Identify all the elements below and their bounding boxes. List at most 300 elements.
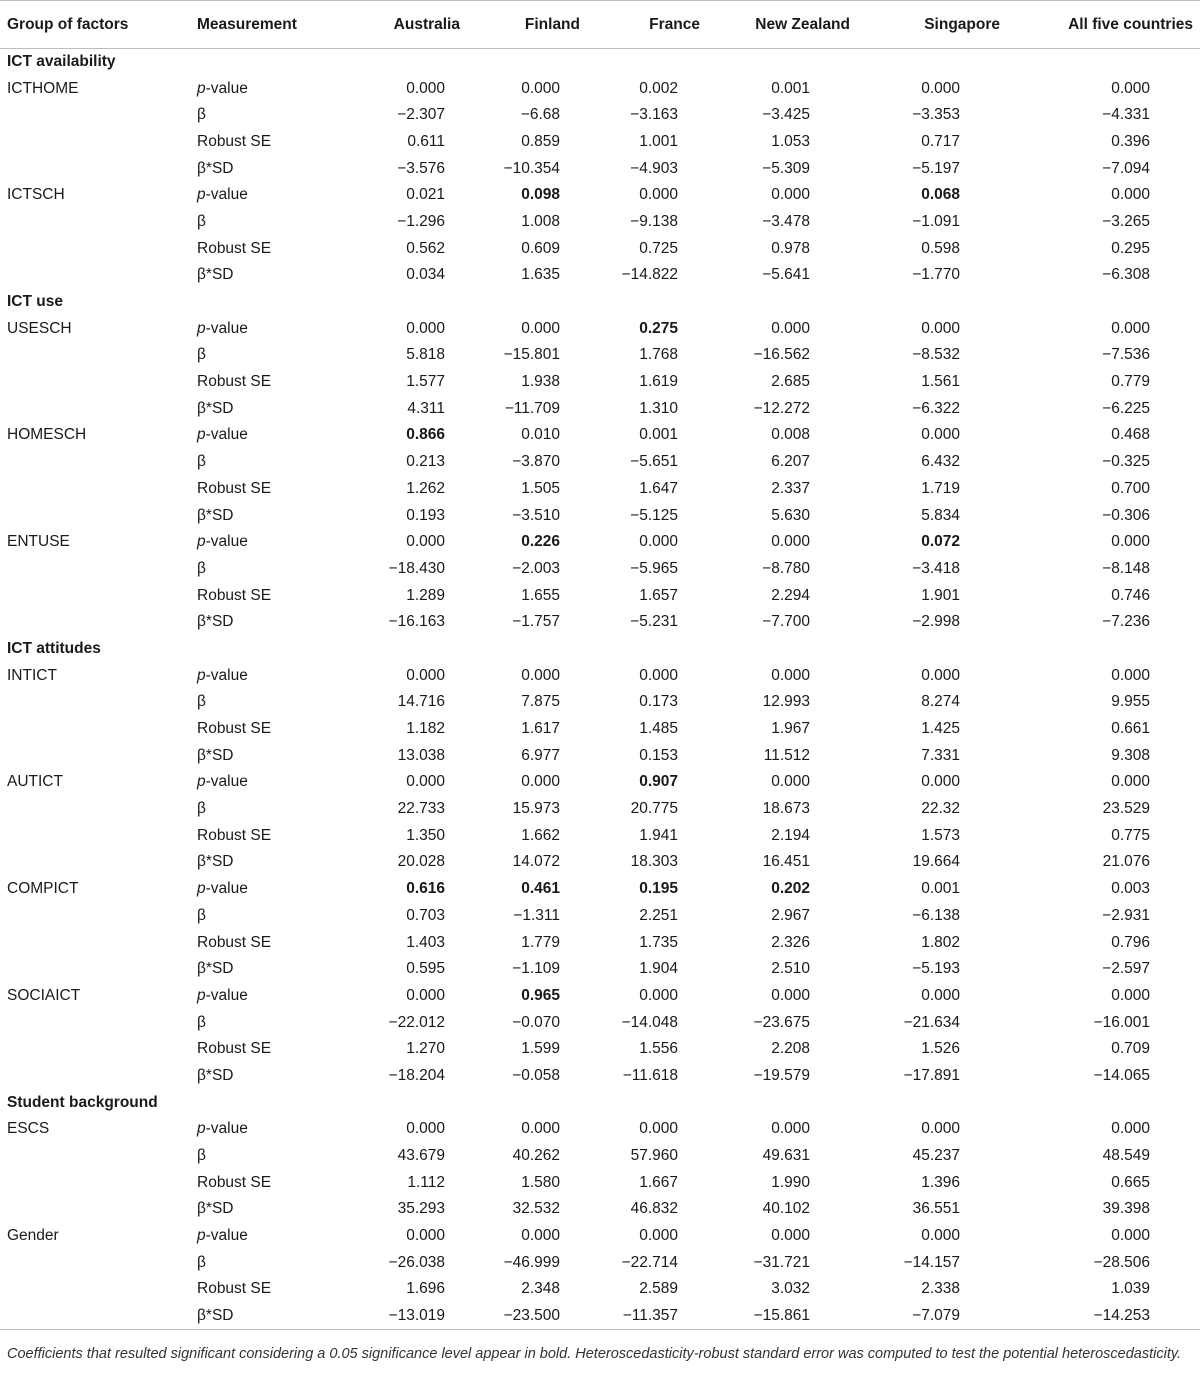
table-body	[0, 49, 1200, 1330]
value-cell: 1.768	[639, 346, 678, 364]
factor-name	[0, 449, 190, 476]
value-cell: 0.000	[521, 79, 560, 97]
table-row	[0, 1036, 1200, 1063]
table-row	[0, 315, 1200, 342]
value-cell: 0.193	[406, 506, 445, 524]
measurement-suffix: -value	[205, 666, 248, 684]
value-cell: 0.000	[406, 666, 445, 684]
value-cell: 1.270	[406, 1040, 445, 1058]
table-row	[0, 182, 1200, 209]
factor-name	[0, 1196, 190, 1223]
value-cell: −7.536	[1102, 346, 1150, 364]
value-cell: −11.618	[622, 1066, 678, 1084]
value-cell: 0.000	[521, 1227, 560, 1245]
value-cell: 0.000	[406, 319, 445, 337]
factor-name: USESCH	[7, 319, 72, 337]
measurement-label: β*SD	[197, 1066, 234, 1084]
factor-name: ENTUSE	[7, 533, 70, 551]
factor-name: COMPICT	[7, 880, 79, 898]
value-cell: 0.173	[639, 693, 678, 711]
measurement-label	[190, 315, 340, 342]
value-cell: −14.822	[621, 266, 678, 284]
header-all-five-countries: All five countries	[1000, 1, 1200, 49]
value-cell: 1.001	[639, 132, 678, 150]
header-singapore: Singapore	[850, 1, 1000, 49]
value-cell: 0.202	[771, 880, 810, 898]
value-cell: −15.861	[700, 1303, 850, 1330]
value-cell: 1.802	[921, 933, 960, 951]
factor-name	[0, 1036, 190, 1063]
factor-name	[0, 903, 190, 930]
value-cell: −8.780	[762, 559, 810, 577]
value-cell: −6.68	[520, 106, 560, 124]
value-cell: 1.310	[639, 399, 678, 417]
value-cell: −14.065	[1093, 1066, 1150, 1084]
value-cell: 0.000	[771, 533, 810, 551]
value-cell: 1.904	[639, 960, 678, 978]
value-cell: 0.000	[639, 1120, 678, 1138]
value-cell: 0.000	[521, 1120, 560, 1138]
value-cell: 0.000	[1111, 186, 1150, 204]
value-cell: 2.194	[771, 826, 810, 844]
value-cell: −4.903	[630, 159, 678, 177]
table-row	[0, 849, 1200, 876]
value-cell: 2.510	[771, 960, 810, 978]
value-cell: 4.311	[407, 399, 445, 417]
measurement-label: β	[197, 559, 206, 577]
p-italic: p	[197, 1227, 206, 1245]
p-italic: p	[197, 533, 206, 551]
factor-name	[0, 1169, 190, 1196]
measurement-label	[190, 182, 340, 209]
group-row	[0, 636, 1200, 663]
measurement-label: β	[197, 906, 206, 924]
table-row	[0, 342, 1200, 369]
value-cell: −14.048	[621, 1013, 678, 1031]
value-cell: 0.000	[771, 986, 810, 1004]
value-cell: 6.432	[921, 453, 960, 471]
table-row	[0, 742, 1200, 769]
value-cell: 0.700	[1111, 479, 1150, 497]
value-cell: 22.32	[921, 800, 960, 818]
value-cell: −23.675	[753, 1013, 810, 1031]
factor-name	[0, 1063, 190, 1090]
factor-name	[0, 209, 190, 236]
value-cell: 0.213	[406, 453, 445, 471]
value-cell: 0.000	[1111, 666, 1150, 684]
value-cell: 1.403	[406, 933, 445, 951]
value-cell: −6.322	[912, 399, 960, 417]
measurement-label: β*SD	[197, 506, 234, 524]
value-cell: 1.657	[639, 586, 678, 604]
value-cell: 0.000	[639, 986, 678, 1004]
value-cell: 5.818	[406, 346, 445, 364]
measurement-label: β*SD	[197, 159, 234, 177]
value-cell: 14.716	[397, 693, 445, 711]
value-cell: 1.938	[521, 373, 560, 391]
value-cell: 1.696	[406, 1280, 445, 1298]
value-cell: −12.272	[753, 399, 810, 417]
measurement-label: Robust SE	[197, 586, 272, 604]
value-cell: 39.398	[1102, 1200, 1150, 1218]
value-cell: 1.655	[521, 586, 560, 604]
value-cell: 0.000	[771, 666, 810, 684]
table-row	[0, 476, 1200, 503]
value-cell: 5.630	[771, 506, 810, 524]
value-cell: 9.955	[1111, 693, 1150, 711]
value-cell: 0.000	[1111, 986, 1150, 1004]
p-italic: p	[197, 986, 206, 1004]
table-row	[0, 1276, 1200, 1303]
value-cell: 0.779	[1111, 373, 1150, 391]
measurement-label: Robust SE	[197, 479, 272, 497]
value-cell: 0.000	[406, 986, 445, 1004]
value-cell: 1.289	[406, 586, 445, 604]
value-cell: 5.834	[921, 506, 960, 524]
value-cell: 1.182	[406, 720, 445, 738]
factor-name	[0, 849, 190, 876]
value-cell: 0.034	[406, 266, 445, 284]
value-cell: 0.611	[407, 132, 445, 150]
measurement-label	[190, 422, 340, 449]
group-name: Student background	[7, 1093, 158, 1111]
value-cell: 0.000	[406, 79, 445, 97]
value-cell: 1.396	[921, 1173, 960, 1191]
factor-name	[0, 262, 190, 289]
value-cell: −2.307	[397, 106, 445, 124]
value-cell: −3.478	[762, 212, 810, 230]
value-cell: −22.714	[621, 1253, 678, 1271]
value-cell: 2.338	[921, 1280, 960, 1298]
value-cell: −3.870	[512, 453, 560, 471]
factor-name	[0, 556, 190, 583]
value-cell: 1.053	[771, 132, 810, 150]
factor-name	[0, 1249, 190, 1276]
table-row	[0, 956, 1200, 983]
table-row	[0, 556, 1200, 583]
factor-name: ICTSCH	[7, 186, 65, 204]
measurement-suffix: -value	[205, 426, 248, 444]
table-row	[0, 1303, 1200, 1330]
measurement-suffix: -value	[205, 186, 248, 204]
table-footnote: Coefficients that resulted significant considering a 0.05 significance level appear in bold. Heteroscedasticity-robust standard error was computed to test the potential heteroscedasticity.	[7, 1346, 1182, 1362]
value-cell: 0.000	[1111, 773, 1150, 791]
value-cell: 0.000	[639, 533, 678, 551]
value-cell: 1.580	[521, 1173, 560, 1191]
value-cell: 1.262	[406, 479, 445, 497]
group-row	[0, 49, 1200, 76]
p-italic: p	[197, 79, 206, 97]
value-cell: 0.153	[639, 746, 678, 764]
value-cell: 0.098	[521, 186, 560, 204]
value-cell: −1.311	[513, 906, 560, 924]
measurement-label: Robust SE	[197, 933, 272, 951]
value-cell: 0.002	[639, 79, 678, 97]
measurement-label: β	[197, 453, 206, 471]
factor-name	[0, 1276, 190, 1303]
group-row	[0, 289, 1200, 316]
value-cell: 20.028	[397, 853, 445, 871]
table-row	[0, 903, 1200, 930]
value-cell: 0.000	[639, 1227, 678, 1245]
value-cell: 0.295	[1111, 239, 1150, 257]
factor-name	[0, 129, 190, 156]
value-cell: 0.000	[406, 1120, 445, 1138]
measurement-label: β*SD	[197, 266, 234, 284]
value-cell: 0.008	[771, 426, 810, 444]
value-cell: 14.072	[512, 853, 560, 871]
value-cell: 6.207	[771, 453, 810, 471]
value-cell: 0.000	[639, 666, 678, 684]
value-cell: 0.461	[521, 880, 560, 898]
table-row	[0, 822, 1200, 849]
value-cell: 0.000	[1111, 533, 1150, 551]
measurement-label: Robust SE	[197, 1280, 272, 1298]
factor-name: AUTICT	[7, 773, 63, 791]
group-name: ICT use	[7, 293, 63, 311]
factor-name	[0, 742, 190, 769]
value-cell: −0.058	[512, 1066, 560, 1084]
factor-name	[0, 1009, 190, 1036]
table-row	[0, 1249, 1200, 1276]
value-cell: −5.651	[630, 453, 678, 471]
value-cell: 0.616	[406, 880, 445, 898]
value-cell: 1.779	[521, 933, 560, 951]
value-cell: −2.931	[1102, 906, 1150, 924]
value-cell: 0.859	[521, 132, 560, 150]
value-cell: −28.506	[1093, 1253, 1150, 1271]
value-cell: 1.619	[639, 373, 678, 391]
factor-name: HOMESCH	[7, 426, 87, 444]
factor-name: SOCIAICT	[7, 986, 81, 1004]
value-cell: 0.000	[1111, 319, 1150, 337]
value-cell: 0.068	[921, 186, 960, 204]
header-finland: Finland	[460, 1, 580, 49]
measurement-label: β*SD	[197, 399, 234, 417]
value-cell: 0.703	[406, 906, 445, 924]
table-row	[0, 209, 1200, 236]
value-cell: 0.000	[921, 773, 960, 791]
table-row	[0, 876, 1200, 903]
value-cell: 1.941	[639, 826, 678, 844]
table-row	[0, 929, 1200, 956]
factor-name: Gender	[7, 1227, 59, 1245]
value-cell: 0.595	[406, 960, 445, 978]
value-cell: 1.599	[521, 1040, 560, 1058]
value-cell: −6.225	[1102, 399, 1150, 417]
table-row	[0, 796, 1200, 823]
value-cell: 1.667	[639, 1173, 678, 1191]
value-cell: −19.579	[753, 1066, 810, 1084]
value-cell: 0.978	[771, 239, 810, 257]
value-cell: −2.998	[912, 613, 960, 631]
p-italic: p	[197, 319, 206, 337]
value-cell: 0.661	[1111, 720, 1150, 738]
value-cell: 1.647	[639, 479, 678, 497]
value-cell: 0.468	[1111, 426, 1150, 444]
table-row	[0, 1169, 1200, 1196]
value-cell: 0.562	[406, 239, 445, 257]
value-cell: 0.001	[771, 79, 810, 97]
value-cell: −8.532	[912, 346, 960, 364]
value-cell: 0.072	[921, 533, 960, 551]
factor-name	[0, 369, 190, 396]
table-row	[0, 395, 1200, 422]
measurement-label	[190, 662, 340, 689]
value-cell: 0.000	[521, 773, 560, 791]
value-cell: 0.866	[406, 426, 445, 444]
value-cell: −7.079	[850, 1303, 1000, 1330]
measurement-label	[190, 1223, 340, 1250]
factor-name	[0, 1143, 190, 1170]
value-cell: 0.000	[1111, 79, 1150, 97]
measurement-suffix: -value	[205, 533, 248, 551]
value-cell: 1.990	[771, 1173, 810, 1191]
value-cell: 0.000	[521, 319, 560, 337]
measurement-label	[190, 769, 340, 796]
value-cell: −5.641	[762, 266, 810, 284]
value-cell: −11.357	[580, 1303, 700, 1330]
value-cell: −3.418	[912, 559, 960, 577]
value-cell: −11.709	[504, 399, 560, 417]
value-cell: 1.901	[921, 586, 960, 604]
value-cell: 8.274	[921, 693, 960, 711]
value-cell: 12.993	[762, 693, 810, 711]
table-row	[0, 1009, 1200, 1036]
measurement-suffix: -value	[205, 773, 248, 791]
value-cell: 0.396	[1111, 132, 1150, 150]
factor-name	[0, 342, 190, 369]
table-row	[0, 102, 1200, 129]
value-cell: 1.485	[639, 720, 678, 738]
p-italic: p	[197, 880, 206, 898]
value-cell: 2.326	[771, 933, 810, 951]
measurement-suffix: -value	[205, 1227, 248, 1245]
measurement-label: β	[197, 1147, 206, 1165]
measurement-label: β	[197, 693, 206, 711]
value-cell: 0.000	[771, 1120, 810, 1138]
value-cell: 1.526	[921, 1040, 960, 1058]
measurement-suffix: -value	[205, 986, 248, 1004]
table-row	[0, 502, 1200, 529]
group-name: ICT availability	[7, 53, 116, 71]
value-cell: 19.664	[912, 853, 960, 871]
value-cell: 0.775	[1111, 826, 1150, 844]
value-cell: 40.262	[512, 1147, 560, 1165]
value-cell: 46.832	[630, 1200, 678, 1218]
value-cell: 0.000	[921, 319, 960, 337]
value-cell: 1.039	[1111, 1280, 1150, 1298]
header-france: France	[580, 1, 700, 49]
group-name: ICT attitudes	[7, 639, 101, 657]
value-cell: −3.163	[630, 106, 678, 124]
value-cell: 2.208	[771, 1040, 810, 1058]
value-cell: 0.000	[921, 986, 960, 1004]
value-cell: −2.597	[1102, 960, 1150, 978]
value-cell: −16.163	[388, 613, 445, 631]
value-cell: −5.125	[630, 506, 678, 524]
value-cell: −0.325	[1102, 453, 1150, 471]
value-cell: 0.000	[771, 1227, 810, 1245]
value-cell: 0.796	[1111, 933, 1150, 951]
factor-name	[0, 102, 190, 129]
value-cell: 9.308	[1111, 746, 1150, 764]
value-cell: −9.138	[630, 212, 678, 230]
value-cell: 0.000	[1111, 1120, 1150, 1138]
factor-name	[0, 956, 190, 983]
measurement-label: Robust SE	[197, 239, 272, 257]
value-cell: 0.000	[921, 426, 960, 444]
table-row	[0, 155, 1200, 182]
header-australia: Australia	[340, 1, 460, 49]
value-cell: 1.505	[521, 479, 560, 497]
table-row	[0, 1116, 1200, 1143]
table-row	[0, 983, 1200, 1010]
value-cell: 1.735	[639, 933, 678, 951]
value-cell: −6.308	[1102, 266, 1150, 284]
value-cell: 2.337	[771, 479, 810, 497]
value-cell: 18.303	[630, 853, 678, 871]
measurement-label: β	[197, 1013, 206, 1031]
value-cell: −18.430	[388, 559, 445, 577]
table-row	[0, 369, 1200, 396]
value-cell: 0.226	[521, 533, 560, 551]
value-cell: 0.965	[521, 986, 560, 1004]
value-cell: 0.725	[639, 239, 678, 257]
value-cell: −1.757	[512, 613, 560, 631]
value-cell: −17.891	[903, 1066, 960, 1084]
value-cell: 45.237	[912, 1147, 960, 1165]
table-row	[0, 662, 1200, 689]
measurement-label	[190, 876, 340, 903]
value-cell: 1.573	[921, 826, 960, 844]
p-italic: p	[197, 426, 206, 444]
p-italic: p	[197, 1120, 206, 1138]
value-cell: 0.000	[921, 666, 960, 684]
value-cell: 2.348	[521, 1280, 560, 1298]
measurement-label: Robust SE	[197, 373, 272, 391]
value-cell: −5.965	[630, 559, 678, 577]
factor-name	[0, 929, 190, 956]
group-row	[0, 1089, 1200, 1116]
value-cell: 1.112	[407, 1173, 445, 1191]
factor-name	[0, 582, 190, 609]
value-cell: 2.967	[771, 906, 810, 924]
table-row	[0, 129, 1200, 156]
table-row	[0, 582, 1200, 609]
factor-name	[0, 822, 190, 849]
value-cell: 48.549	[1102, 1147, 1150, 1165]
value-cell: 3.032	[771, 1280, 810, 1298]
table-row	[0, 235, 1200, 262]
value-cell: −6.138	[912, 906, 960, 924]
table-row	[0, 1196, 1200, 1223]
header-group-of-factors: Group of factors	[0, 1, 190, 49]
value-cell: −3.576	[397, 159, 445, 177]
value-cell: 1.635	[521, 266, 560, 284]
factor-name	[0, 155, 190, 182]
value-cell: −23.500	[460, 1303, 580, 1330]
measurement-label: Robust SE	[197, 132, 272, 150]
measurement-label: Robust SE	[197, 826, 272, 844]
measurement-label	[190, 983, 340, 1010]
value-cell: 1.008	[521, 212, 560, 230]
factor-name	[0, 502, 190, 529]
value-cell: 36.551	[912, 1200, 960, 1218]
factor-name	[0, 716, 190, 743]
table-row	[0, 1223, 1200, 1250]
table-row	[0, 1063, 1200, 1090]
